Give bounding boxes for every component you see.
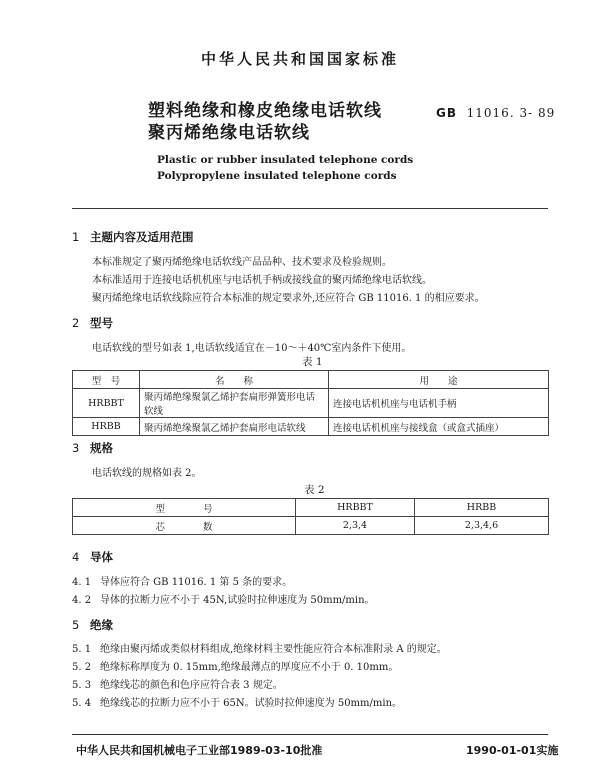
section-2-heading <box>72 315 113 331</box>
clause-4-2 <box>72 591 375 606</box>
section-1-heading <box>72 229 194 245</box>
section-4-heading <box>72 549 113 565</box>
table-cell: 2,3,4 <box>296 517 415 535</box>
table-cell: 2,3,4,6 <box>415 517 549 535</box>
title-rule <box>72 208 548 209</box>
section-3-title: 规格 <box>90 441 113 455</box>
approval-line: 中华人民共和国机械电子工业部1989-03-10批准 <box>76 744 323 757</box>
clause-4-1 <box>72 573 292 588</box>
section-3-number: 3 <box>72 441 80 455</box>
table-cell: 聚丙烯绝缘聚氯乙烯护套扁形弹簧形电话软线 <box>140 389 329 418</box>
clause-5-1 <box>72 640 447 655</box>
title-cn-line-2: 聚丙烯绝缘电话软线 <box>148 123 310 143</box>
table-1-header-cell: 型 号 <box>73 371 140 389</box>
table-1-header-cell: 名 称 <box>140 371 329 389</box>
table-2-header-cell: HRBBT <box>296 499 415 517</box>
clause-number: 4. 2 <box>72 595 92 606</box>
section-2-number: 2 <box>72 316 80 330</box>
clause-number: 5. 4 <box>72 698 92 709</box>
table-2-caption: 表 2 <box>304 484 325 496</box>
title-en-line-1: Plastic or rubber insulated telephone cords <box>157 154 414 166</box>
section-5-heading <box>72 617 113 633</box>
table-2-header-row <box>73 499 549 517</box>
section-1-number: 1 <box>72 230 80 244</box>
table-cell: 芯 数 <box>73 517 296 535</box>
table-1-header-row <box>73 371 549 389</box>
clause-text: 绝缘线芯的颜色和色序应符合表 3 规定。 <box>100 680 283 691</box>
section-2-title: 型号 <box>90 316 113 330</box>
table-cell: 连接电话机机座与接线盒（或盒式插座） <box>329 418 549 436</box>
standard-code-number: 11016. 3- 89 <box>466 106 556 120</box>
clause-5-4 <box>72 694 402 709</box>
table-1-caption: 表 1 <box>302 356 323 368</box>
table-row <box>73 418 549 436</box>
title-cn-line-1: 塑料绝缘和橡皮绝缘电话软线 <box>148 101 382 121</box>
table-cell: HRBB <box>73 418 140 436</box>
table-1 <box>72 370 549 436</box>
table-cell: HRBBT <box>73 389 140 418</box>
standard-header: 中华人民共和国国家标准 <box>200 50 399 68</box>
clause-text: 导体的拉断力应不小于 45N,试验时拉伸速度为 50mm/min。 <box>100 595 375 606</box>
section-2-paragraph: 电话软线的型号如表 1,电话软线适宜在－10～＋40℃室内条件下使用。 <box>92 343 412 354</box>
clause-number: 5. 1 <box>72 644 92 655</box>
table-2 <box>72 498 549 535</box>
clause-5-3 <box>72 676 283 691</box>
section-4-number: 4 <box>72 550 80 564</box>
table-1-header-cell: 用 途 <box>329 371 549 389</box>
clause-text: 绝缘线芯的拉断力应不小于 65N。试验时拉伸速度为 50mm/min。 <box>100 698 403 709</box>
table-row <box>73 517 549 535</box>
section-5-number: 5 <box>72 618 80 632</box>
table-2-header-cell: HRBB <box>415 499 549 517</box>
clause-text: 导体应符合 GB 11016. 1 第 5 条的要求。 <box>100 577 293 588</box>
section-3-heading <box>72 440 113 456</box>
table-2-header-cell: 型 号 <box>73 499 296 517</box>
table-cell: 聚丙烯绝缘聚氯乙烯护套扁形电话软线 <box>140 418 329 436</box>
footer-rule <box>72 734 548 735</box>
section-1-paragraph-2: 本标准适用于连接电话机机座与电话机手柄或接线盒的聚丙烯绝缘电话软线。 <box>92 275 432 286</box>
section-1-title: 主题内容及适用范围 <box>90 230 194 244</box>
section-5-title: 绝缘 <box>90 618 113 632</box>
title-en-line-2: Polypropylene insulated telephone cords <box>157 170 397 182</box>
clause-5-2 <box>72 658 398 673</box>
table-row <box>73 389 549 418</box>
clause-text: 绝缘标称厚度为 0. 15mm,绝缘最薄点的厚度应不小于 0. 10mm。 <box>100 662 399 673</box>
standard-code: GB <box>436 106 457 120</box>
implementation-date: 1990-01-01实施 <box>466 744 559 757</box>
table-cell: 连接电话机机座与电话机手柄 <box>329 389 549 418</box>
section-1-paragraph-3: 聚丙烯绝缘电话软线除应符合本标准的规定要求外,还应符合 GB 11016. 1 的相应要求。 <box>92 293 485 304</box>
section-4-title: 导体 <box>90 550 113 564</box>
section-3-paragraph: 电话软线的规格如表 2。 <box>92 468 202 479</box>
standard-number <box>436 106 555 120</box>
section-1-paragraph-1: 本标准规定了聚丙烯绝缘电话软线产品品种、技术要求及检验规则。 <box>92 257 392 268</box>
clause-text: 绝缘由聚丙烯或类似材料组成,绝缘材料主要性能应符合本标准附录 A 的规定。 <box>100 644 447 655</box>
clause-number: 5. 3 <box>72 680 92 691</box>
clause-number: 5. 2 <box>72 662 92 673</box>
clause-number: 4. 1 <box>72 577 92 588</box>
